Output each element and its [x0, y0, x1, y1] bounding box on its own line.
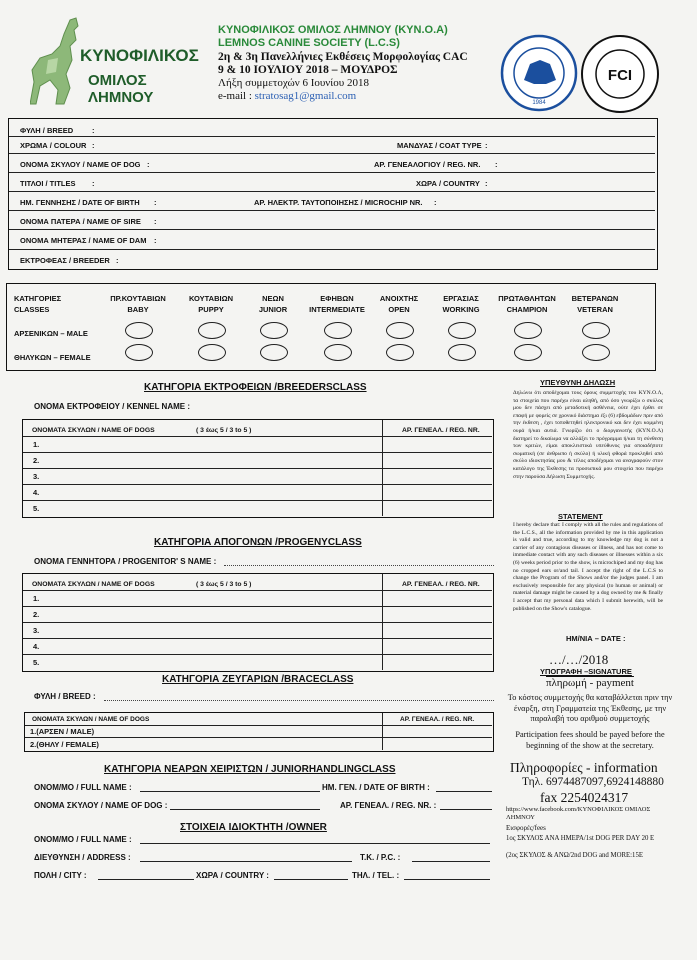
colon: :: [147, 160, 150, 169]
class-1-gr: ΚΟΥΤΑΒΙΩΝ: [188, 294, 234, 303]
class-3-male-option[interactable]: [324, 322, 352, 339]
progeny-row-1: 1.: [33, 594, 40, 603]
info-title: Πληροφορίες - information: [510, 760, 658, 775]
female-label: ΘΗΛΥΚΩΝ – FEMALE: [14, 353, 91, 362]
progeny-col-names: ΟΝΟΜΑΤΑ ΣΚΥΛΩΝ / NAME OF DOGS: [32, 581, 155, 588]
class-1-male-option[interactable]: [198, 322, 226, 339]
class-4-en: OPEN: [388, 305, 410, 314]
club-logo: [30, 14, 199, 112]
fci-seal: [580, 34, 660, 114]
class-1-en: PUPPY: [198, 305, 224, 314]
colon: :: [485, 141, 488, 150]
progeny-col-count: ( 3 έως 5 / 3 to 5 ): [196, 581, 252, 588]
breeders-row-5: 5.: [33, 504, 40, 513]
fees-title: Εισφορές/fees: [506, 824, 546, 832]
class-4-male-option[interactable]: [386, 322, 414, 339]
colon: :: [92, 141, 95, 150]
titles-label: ΤΙΤΛΟΙ / TITLES: [20, 179, 76, 188]
declaration-title-gr: ΥΠΕΥΘΥΝΗ ΔΗΛΩΣΗ: [540, 378, 616, 387]
statement-title: STATEMENT: [558, 512, 603, 521]
logo-text-1: ΚΥΝΟΦΙΛΙΚΟΣ: [80, 46, 199, 65]
class-5-female-option[interactable]: [448, 344, 476, 361]
colon: :: [154, 236, 157, 245]
signature-label: ΥΠΟΓΡΑΦΗ –SIGNATURE: [540, 667, 632, 676]
reg-nr-label: ΑΡ. ΓΕΝΕΑΛΟΓΙΟΥ / REG. NR.: [374, 160, 481, 169]
keo-year: 1984: [532, 100, 546, 106]
classes-header-en: CLASSES: [14, 305, 50, 314]
brace-breed-label: ΦΥΛΗ / BREED :: [34, 692, 96, 701]
class-7-en: VETERAN: [577, 305, 613, 314]
progeny-row-3: 3.: [33, 626, 40, 635]
title-english: LEMNOS CANINE SOCIETY (L.C.S): [218, 37, 400, 49]
class-0-gr: ΠΡ.ΚΟΥΤΑΒΙΩΝ: [110, 294, 166, 303]
class-6-en: CHAMPION: [506, 305, 548, 314]
breed-field[interactable]: [100, 122, 650, 135]
declaration-text-gr: Δηλώνω ότι αποδέχομαι τους όρους συμμετοχής του ΚΥΝ.Ο.Λ, τα στοιχεία που παρέχω είναι αληθή, από όσο γνωρίζω ο σκύλος μου δεν πάσχει από μεταδοτική ασθένεια, ούτε έχει έρθει σε επαφή με φορείς σε χρονικό διάστημα έξι (6) εβδομάδων πριν από την έκθεση , έχει τοποθετηθεί ηλεκτρονικό και δεν έχει κομμένη ουρά ή/και αυτιά. Γνωρίζω ότι ο διοργανωτής (ΚΥΝ.Ο.Λ) διατηρεί το δικαίωμα να αλλάξει το πρόγραμμα ή/και τη σύνθεση των κριτών, είμαι αποκλειστικά υπεύθυνος για οποιαδήποτε σωματική (σε άνθρωπο ή σκύλο) ή υλική φθορά προκληθεί από σκύλο ιδιοκτησίας μου & τέλος αποδέχομαι να αναγραφούν στον κατάλογο της Έκθεσης τα προσωπικά μου στοιχεία που παρέχω στην παρούσα Δήλωση Συμμετοχής.: [513, 390, 663, 480]
breeders-row-4: 4.: [33, 488, 40, 497]
dam-label: ΟΝΟΜΑ ΜΗΤΕΡΑΣ / NAME OF DAM: [20, 236, 147, 245]
class-7-female-option[interactable]: [582, 344, 610, 361]
class-2-male-option[interactable]: [260, 322, 288, 339]
breed-label: ΦΥΛΗ / BREED: [20, 126, 74, 135]
breeders-class-title: ΚΑΤΗΓΟΡΙΑ ΕΚΤΡΟΦΕΙΩΝ /BREEDERSCLASS: [144, 382, 367, 393]
kennel-name-label: ΟΝΟΜΑ ΕΚΤΡΟΦΕΙΟΥ / KENNEL NAME :: [34, 402, 190, 411]
title-greek: ΚΥΝΟΦΙΛΙΚΟΣ ΟΜΙΛΟΣ ΛΗΜΝΟΥ (ΚΥΝ.Ο.Α): [218, 24, 448, 36]
email-link[interactable]: stratosag1@gmail.com: [254, 90, 357, 102]
classes-header-gr: ΚΑΤΗΓΟΡΙΕΣ: [14, 294, 62, 303]
dog-details-box: [8, 118, 658, 270]
progeny-class-title: ΚΑΤΗΓΟΡΙΑ ΑΠΟΓΟΝΩΝ /PROGENYCLASS: [154, 537, 362, 548]
breeders-row-2: 2.: [33, 456, 40, 465]
class-0-female-option[interactable]: [125, 344, 153, 361]
class-0-en: BABY: [127, 305, 149, 314]
brace-col-reg: ΑΡ. ΓΕΝΕΑΛ. / REG. NR.: [400, 716, 475, 723]
breeders-col-reg: ΑΡ. ΓΕΝΕΑΛ. / REG. NR.: [402, 427, 480, 434]
class-5-en: WORKING: [442, 305, 480, 314]
brace-row-male: 1.(ΑΡΣΕΝ / MALE): [30, 727, 95, 736]
progeny-row-5: 5.: [33, 658, 40, 667]
breeders-col-count: ( 3 έως 5 / 3 to 5 ): [196, 427, 252, 434]
junior-class-title: ΚΑΤΗΓΟΡΙΑ ΝΕΑΡΩΝ ΧΕΙΡΙΣΤΩΝ / JUNIORHANDLINGCLASS: [104, 764, 396, 775]
class-2-gr: ΝΕΩΝ: [262, 294, 284, 303]
class-2-en: JUNIOR: [258, 305, 288, 314]
fee-second-dog: (2ος ΣΚΥΛΟΣ & ΑΝΩ/2nd DOG and MORE:15E: [506, 852, 643, 859]
owner-tel-label: ΤΗΛ. / TEL. :: [352, 871, 400, 880]
header-text-block: [218, 24, 498, 102]
owner-fullname-label: ΟΝΟΜ/ΜΟ / FULL NAME :: [34, 835, 132, 844]
class-3-en: INTERMEDIATE: [309, 305, 365, 314]
show-dates: 9 & 10 ΙΟΥΛΙΟΥ 2018 – ΜΟΥΔΡΟΣ: [218, 64, 398, 76]
junior-fullname-label: ΟΝΟΜ/ΜΟ / FULL NAME :: [34, 783, 132, 792]
owner-address-label: ΔΙΕΥΘΥΝΣΗ / ADDRESS :: [34, 853, 131, 862]
colour-label: ΧΡΩΜΑ / COLOUR: [20, 141, 87, 150]
breeders-col-names: ΟΝΟΜΑΤΑ ΣΚΥΛΩΝ / NAME OF DOGS: [32, 427, 155, 434]
breeders-row-1: 1.: [33, 440, 40, 449]
owner-title: ΣΤΟΙΧΕΙΑ ΙΔΙΟΚΤΗΤΗ /OWNER: [180, 822, 327, 833]
dob-label: ΗΜ. ΓΕΝΝΗΣΗΣ / DATE OF BIRTH: [20, 198, 140, 207]
payment-label: πληρωμή - payment: [546, 677, 634, 689]
male-label: ΑΡΣΕΝΙΚΩΝ – MALE: [14, 329, 88, 338]
colon: :: [92, 179, 95, 188]
class-5-gr: ΕΡΓΑΣΙΑΣ: [443, 294, 479, 303]
class-3-female-option[interactable]: [324, 344, 352, 361]
brace-class-title: ΚΑΤΗΓΟΡΙΑ ΖΕΥΓΑΡΙΩΝ /BRACECLASS: [162, 674, 354, 685]
owner-pc-label: Τ.Κ. / P.C. :: [360, 853, 401, 862]
junior-dogname-label: ΟΝΟΜΑ ΣΚΥΛΟΥ / NAME OF DOG :: [34, 801, 168, 810]
colon: :: [92, 126, 95, 135]
class-6-male-option[interactable]: [514, 322, 542, 339]
owner-city-label: ΠΟΛΗ / CITY :: [34, 871, 87, 880]
fci-text: FCI: [607, 67, 633, 84]
deadline: Λήξη συμμετοχών 6 Ιουνίου 2018: [218, 77, 369, 89]
date-label: ΗΜ/ΝΙΑ – DATE :: [566, 634, 626, 643]
show-title: 2η & 3η Πανελλήνιες Εκθέσεις Μορφολογίας CAC: [218, 51, 468, 63]
brace-col-names: ΟΝΟΜΑΤΑ ΣΚΥΛΩΝ / NAME OF DOGS: [32, 716, 150, 723]
brace-row-female: 2.(ΘΗΛΥ / FEMALE): [30, 740, 99, 749]
microchip-label: ΑΡ. ΗΛΕΚΤΡ. ΤΑΥΤΟΠΟΙΗΣΗΣ / MICROCHIP NR.: [254, 198, 423, 207]
class-2-female-option[interactable]: [260, 344, 288, 361]
fax-number: fax 2254024317: [540, 790, 629, 805]
class-4-gr: ΑΝΟΙΧΤΗΣ: [379, 294, 419, 303]
email-line: [218, 90, 498, 102]
class-6-female-option[interactable]: [514, 344, 542, 361]
colon: :: [154, 198, 157, 207]
class-5-male-option[interactable]: [448, 322, 476, 339]
keo-seal: [500, 34, 578, 112]
class-3-gr: ΕΦΗΒΩΝ: [320, 294, 354, 303]
payment-text-en: Participation fees should be payed before the beginning of the show at the secretary.: [515, 730, 665, 750]
dog-name-label: ΟΝΟΜΑ ΣΚΥΛΟΥ / NAME OF DOG: [20, 160, 141, 169]
logo-text-2: ΟΜΙΛΟΣ ΛΗΜΝΟΥ: [88, 72, 154, 106]
date-value[interactable]: …/…/2018: [549, 652, 609, 667]
fee-first-dog: 1ος ΣΚΥΛΟΣ ΑΝΑ ΗΜΕΡΑ/1st DOG PER DAY 20 E: [506, 835, 655, 842]
owner-country-label: ΧΩΡΑ / COUNTRY :: [196, 871, 269, 880]
progeny-row-2: 2.: [33, 610, 40, 619]
colon: :: [495, 160, 498, 169]
class-7-male-option[interactable]: [582, 322, 610, 339]
colon: :: [485, 179, 488, 188]
statement-text: I hereby declare that: I comply with all the rules and regulations of the L.C.S., all the information provided by me in this application is valid and true, according to my knowledge my dog is not a carrier of any contagious diseases or illness, and has not come to immediate contact with any such diseases or illnesses within a six (6) weeks period prior to the show, is microchiped and my dog has no cropped ears or/and tail. I accept the right of the L.C.S to change the Program of the Shows and/or the judges panel. I am exclusively responsible for any physical (to human or animal) or material damage might be caused by a dog owned by me & finally I accept that my personal data which I submit herewith, will be published on the Show's catalogue.: [513, 522, 663, 612]
class-0-male-option[interactable]: [125, 322, 153, 339]
colon: :: [434, 198, 437, 207]
country-label: ΧΩΡΑ / COUNTRY: [416, 179, 480, 188]
phone-numbers: Τηλ. 6974487097,6924148880: [522, 776, 664, 788]
progeny-col-reg: ΑΡ. ΓΕΝΕΑΛ. / REG. NR.: [402, 581, 480, 588]
class-1-female-option[interactable]: [198, 344, 226, 361]
junior-reg-label: ΑΡ. ΓΕΝΕΑΛ. / REG. NR. :: [340, 801, 437, 810]
breeders-row-3: 3.: [33, 472, 40, 481]
class-4-female-option[interactable]: [386, 344, 414, 361]
class-6-gr: ΠΡΩΤΑΘΛΗΤΩΝ: [498, 294, 556, 303]
payment-text-gr: Το κόστος συμμετοχής θα καταβάλλεται πριν την έναρξη, στη Γραμματεία της Έκθεσης, με την παραλαβή του αριθμού συμμετοχής: [507, 693, 673, 723]
junior-dob-label: ΗΜ. ΓΕΝ. / DATE OF BIRTH :: [322, 783, 430, 792]
coat-type-label: ΜΑΝΔΥΑΣ / COAT TYPE: [397, 141, 482, 150]
colon: :: [154, 217, 157, 226]
sire-label: ΟΝΟΜΑ ΠΑΤΕΡΑ / NAME OF SIRE: [20, 217, 141, 226]
colon: :: [116, 256, 119, 265]
progeny-row-4: 4.: [33, 642, 40, 651]
class-7-gr: ΒΕΤΕΡΑΝΩΝ: [571, 294, 619, 303]
email-label: e-mail :: [218, 90, 252, 102]
facebook-link[interactable]: https://www.facebook.com/ΚΥΝΟΦΙΛΙΚΟΣ ΟΜΙΛΟΣ ΛΗΜΝΟΥ: [506, 806, 651, 821]
progenitor-label: ΟΝΟΜΑ ΓΕΝΝΗΤΟΡΑ / PROGENITOR' S NAME :: [34, 557, 217, 566]
breeder-label: ΕΚΤΡΟΦΕΑΣ / BREEDER: [20, 256, 110, 265]
